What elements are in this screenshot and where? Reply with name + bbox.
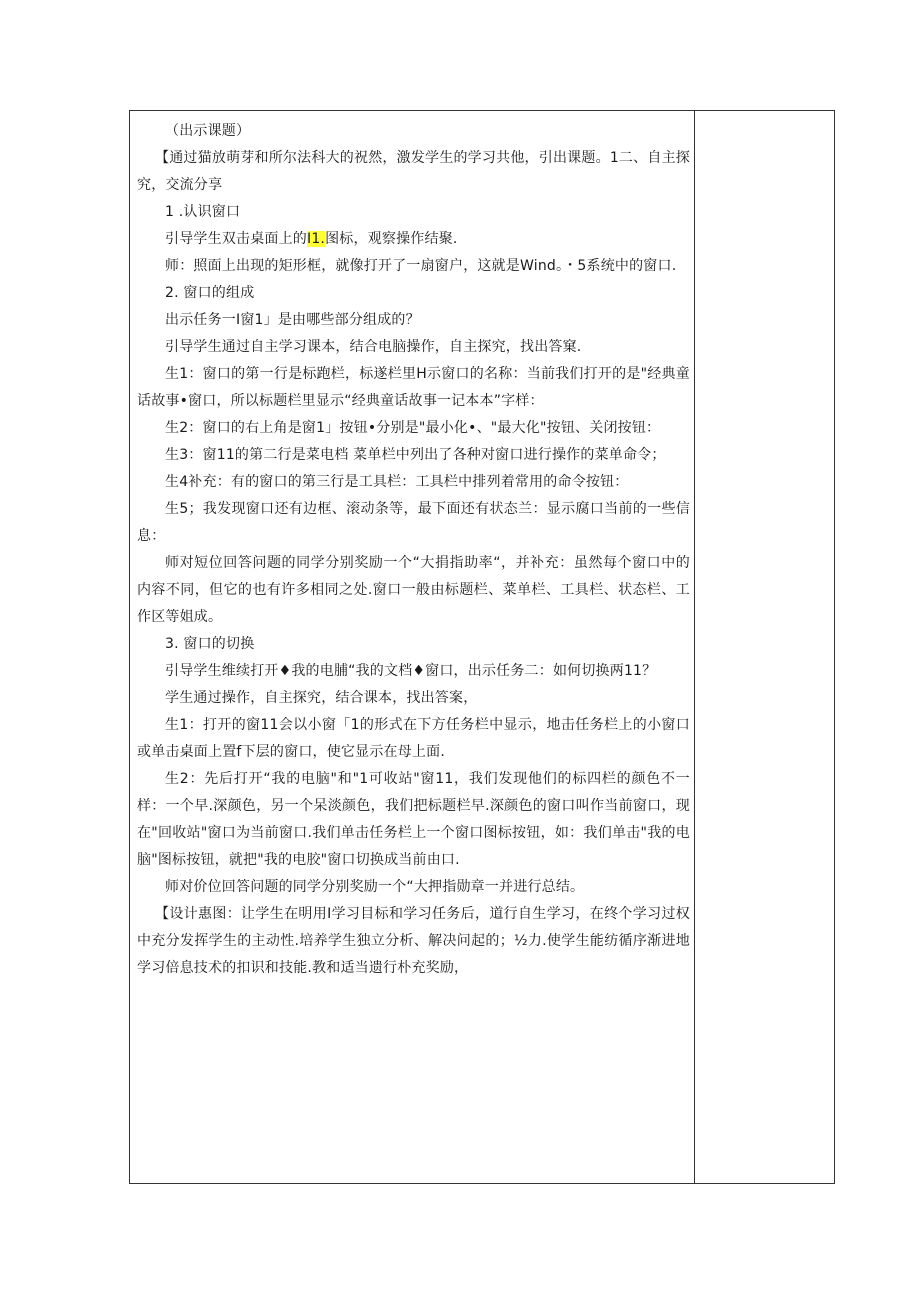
line-guide-study: 引导学生通过自主学习课本，结合电脑操作，自主探究，找出答窠. bbox=[165, 339, 582, 355]
line-double-click bbox=[137, 226, 690, 253]
line-task-one: 出示任务一I窗1」是由哪些部分组成的？ bbox=[165, 312, 420, 328]
line-intro: 【通过猫放萌芽和所尔法科大的祝然，激发学生的学习共他，引出课题。1二、自主探究，交流分享 bbox=[137, 150, 690, 193]
highlighted-text: I1. bbox=[307, 231, 326, 247]
line-teacher-window: 师：照面上出现的矩形框，就像打开了一扇窗户，这就是Wind。・5系统中的窗口. bbox=[165, 258, 677, 274]
heading-window-parts: 2. 窗口的组成 bbox=[165, 285, 255, 301]
line-student-3: 生3：窗11的第二行是菜电档 菜单栏中列出了各种对窗口进行操作的菜单命令； bbox=[165, 447, 666, 463]
line-teacher-summary-1: 师对短位回答问题的同学分别奖励一个“大捐指助率“，并补充：虽然每个窗口中的内容不同，但它的也有许多相同之处.窗口一般由标题栏、菜单栏、工具栏、状态栏、工作区等姐成。 bbox=[137, 555, 690, 625]
line-students-explore: 学生通过操作，自主探究，结合课本，找出答案， bbox=[165, 690, 478, 706]
line-show-topic: （出示课题） bbox=[165, 123, 251, 139]
line-teacher-summary-2: 师对价位回答问题的同学分别奖励一个“大押指勋章一并进行总结。 bbox=[165, 879, 585, 895]
line-design-intent: 【设计惠图：让学生在明用I学习目标和学习任务后，道行自生学习，在终个学习过权中充分发挥学生的主动性.培养学生独立分析、解决问起的；½力.使学生能纺循序渐进地学习倍息技术的扣识和技能.教和适当遗行朴充奖励， bbox=[137, 906, 690, 976]
line-student-5: 生5；我发现窗口还有边框、滚动条等，最下面还有状态兰：显示腐口当前的一些信息： bbox=[137, 501, 690, 544]
line-student-4: 生4补充：有的窗口的第三行是工具栏：工具栏中排列着常用的命令按钮： bbox=[165, 474, 629, 490]
notes-cell bbox=[695, 111, 834, 1183]
line-student-1: 生1：窗口的第一行是标跑栏，标遂栏里H示窗口的名称：当前我们打开的是"经典童话故事•窗口，所以标题栏里显示“经典童话故事一记本本”字样： bbox=[137, 366, 690, 409]
heading-know-window: 1 .认识窗口 bbox=[165, 204, 241, 220]
line-double-click-a: 引导学生双击桌面上的 bbox=[165, 231, 307, 247]
lesson-content-cell bbox=[130, 111, 695, 1183]
line-task-two: 引导学生维续打开♦我的电脯“我的文档♦窗口，出示任务二：如何切换两11？ bbox=[165, 663, 657, 679]
line-double-click-b: 图标，观察操作结聚. bbox=[325, 231, 458, 247]
heading-window-switch: 3. 窗口的切换 bbox=[165, 636, 255, 652]
lesson-table bbox=[129, 110, 835, 1184]
line-switch-student-2: 生2：先后打开“我的电脑"和"1可收站"窗11，我们发现他们的标四栏的颜色不一样：一个早.深颜色，另一个呆淡颜色，我们把标题栏早.深颜色的窗口叫作当前窗口，现在"回收站"窗口为当前窗口.我们单击任务栏上一个窗口图标按钮，如：我们单击"我的电脑"图标按钮，就把"我的电胶"窗口切换成当前由口. bbox=[137, 771, 690, 868]
line-student-2: 生2：窗口的右上角是窗1」按钮•分别是"最小化•、"最大化"按钮、关闭按钮： bbox=[165, 420, 661, 436]
line-switch-student-1: 生1：打开的窗11会以小窗「1的形式在下方任务栏中显示，地击任务栏上的小窗口或单击桌面上置f下层的窗口，使它显示在母上面. bbox=[137, 717, 690, 760]
